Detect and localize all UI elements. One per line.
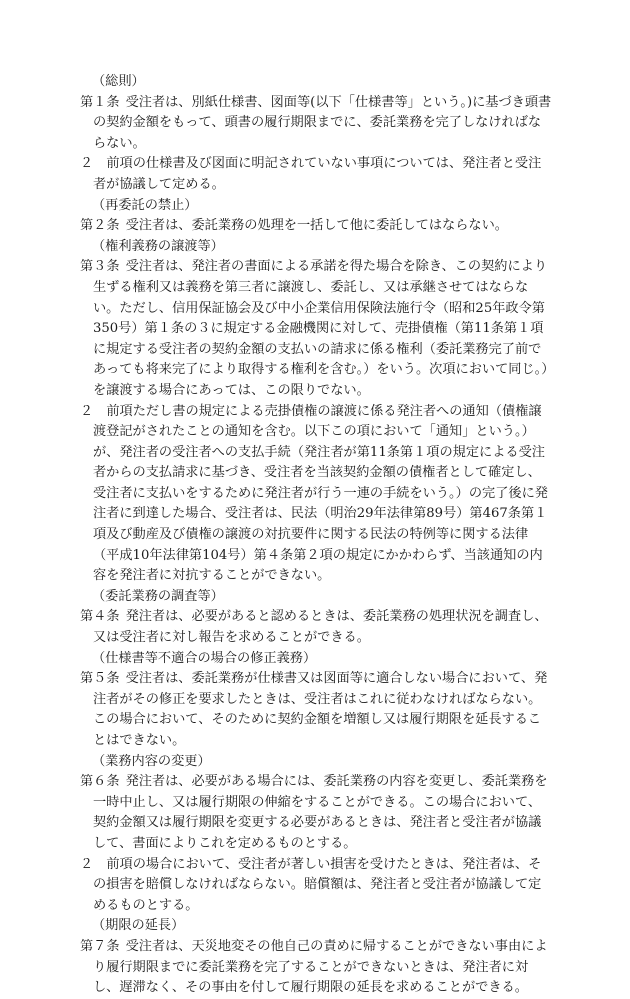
article-number: 第４条 — [80, 609, 120, 625]
article-7 — [80, 937, 554, 999]
article-number: 第２条 — [80, 218, 120, 234]
article-number: 第７条 — [80, 938, 120, 954]
section-heading-change: （業務内容の変更） — [92, 753, 211, 769]
article-6-item-2 — [80, 855, 554, 917]
article-text: 受注者は、別紙仕様書、図面等(以下「仕様書等」という。)に基づき頭書の契約金額をもって、頭書の履行期限までに、委託業務を完了しなければならない。 — [93, 94, 552, 151]
article-text: 発注者は、必要がある場合には、委託業務の内容を変更し、委託業務を一時中止し、又は履行期限の伸縮をすることができる。この場合において、契約金額又は履行期限を変更する必要があるときは、発注者と受注者が協議して、書面によりこれを定めるものとする。 — [93, 774, 548, 851]
article-5 — [80, 669, 554, 751]
article-4 — [80, 607, 554, 648]
item-text: 前項の場合において、受注者が著しい損害を受けたときは、発注者は、その損害を賠償しなければならない。賠償額は、発注者と受注者が協議して定めるものとする。 — [93, 856, 542, 913]
section-heading-no-subcontract: （再委託の禁止） — [92, 197, 198, 213]
section-heading-extension: （期限の延長） — [92, 918, 185, 934]
article-text: 受注者は、委託業務の処理を一括して他に委託してはならない。 — [125, 218, 508, 234]
article-number: 第３条 — [80, 259, 120, 275]
article-1 — [80, 93, 554, 155]
article-number: 第１条 — [80, 94, 120, 110]
article-number: 第６条 — [80, 774, 120, 790]
article-6 — [80, 772, 554, 854]
item-number: ２ — [80, 856, 94, 872]
item-text: 前項の仕様書及び図面に明記されていない事項については、発注者と受注者が協議して定める。 — [93, 156, 542, 192]
item-text: 前項ただし書の規定による売掛債権の譲渡に係る発注者への通知（債権譲渡登記がされたことの通知を含む。以下この項において「通知」という。）が、発注者の受注者への支払手続（発注者が第11条第１項の規定による受注者からの支払請求に基づき、受注者を当該契約金額の債権者として確定し、受注者に支払いをするために発注者が行う一連の手続をいう。）の完了後に発注者に到達した場合、受注者は、民法（明治29年法律第89号）第467条第１項及び動産及び債権の譲渡の対抗要件に関する民法の特例等に関する法律（平成10年法律第104号）第４条第２項の規定にかかわらず、当該通知の内容を発注者に対抗することができない。 — [93, 403, 548, 584]
article-text: 発注者は、必要があると認めるときは、委託業務の処理状況を調査し、又は受注者に対し報告を求めることができる。 — [93, 609, 548, 646]
article-text: 受注者は、天災地変その他自己の責めに帰することができない事由により履行期限までに委託業務を完了することができないときは、発注者に対し、遅滞なく、その事由を付して履行期限の延長を求めることができる。 — [93, 938, 548, 996]
article-2 — [80, 216, 554, 237]
section-heading-assignment: （権利義務の譲渡等） — [92, 238, 224, 254]
section-heading-investigation: （委託業務の調査等） — [92, 588, 224, 604]
item-number: ２ — [80, 403, 94, 419]
article-3-item-2 — [80, 402, 554, 587]
article-text: 受注者は、委託業務が仕様書又は図面等に適合しない場合において、発注者がその修正を要求したときは、受注者はこれに従わなければならない。この場合において、そのために契約金額を増額し又は履行期限を延長することはできない。 — [93, 671, 548, 748]
article-3 — [80, 257, 554, 401]
section-heading-general: （総則） — [92, 74, 145, 89]
article-1-item-2 — [80, 154, 554, 195]
article-text: 受注者は、発注者の書面による承諾を得た場合を除き、この契約により生ずる権利又は義務を第三者に譲渡し、委託し、又は承継させてはならない。ただし、信用保証協会及び中小企業信用保険法施行令（昭和25年政令第350号）第１条の３に規定する金融機関に対して、売掛債権（第11条第１項に規定する受注者の契約金額の支払いの請求に係る権利（委託業務完了前であっても将来完了により取得する権利を含む。）をいう。次項において同じ。）を譲渡する場合にあっては、この限りでない。 — [93, 259, 548, 398]
section-heading-correction: （仕様書等不適合の場合の修正義務） — [92, 650, 317, 666]
item-number: ２ — [80, 156, 94, 172]
article-number: 第５条 — [80, 671, 120, 687]
